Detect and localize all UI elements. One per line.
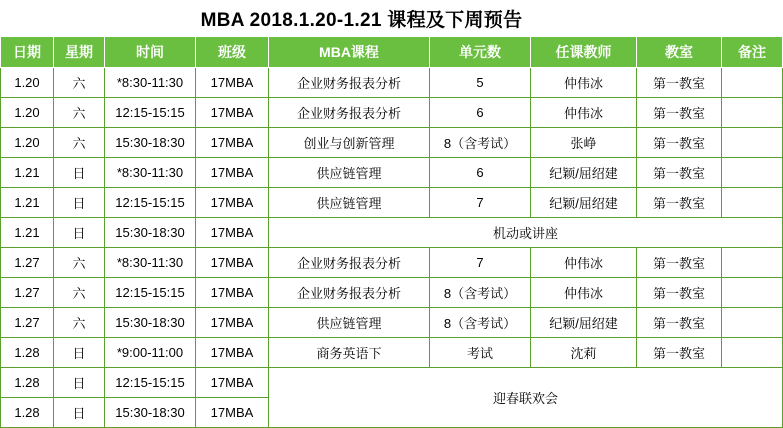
cell-week: 六 — [54, 98, 105, 128]
cell-time: 12:15-15:15 — [105, 368, 196, 398]
cell-note — [722, 338, 783, 368]
cell-room: 第一教室 — [637, 308, 722, 338]
cell-course: 供应链管理 — [269, 308, 430, 338]
cell-class: 17MBA — [196, 278, 269, 308]
cell-course: 企业财务报表分析 — [269, 278, 430, 308]
cell-time: *8:30-11:30 — [105, 68, 196, 98]
cell-units: 7 — [430, 188, 531, 218]
cell-teacher: 仲伟冰 — [531, 278, 637, 308]
column-header-course: MBA课程 — [269, 37, 430, 68]
table-row — [1, 218, 783, 248]
cell-course: 供应链管理 — [269, 188, 430, 218]
column-header-class: 班级 — [196, 37, 269, 68]
cell-units: 8（含考试） — [430, 308, 531, 338]
cell-teacher: 张峥 — [531, 128, 637, 158]
cell-class: 17MBA — [196, 128, 269, 158]
table-row — [1, 68, 783, 98]
cell-note — [722, 188, 783, 218]
cell-units: 考试 — [430, 338, 531, 368]
cell-class: 17MBA — [196, 338, 269, 368]
cell-date: 1.21 — [1, 218, 54, 248]
cell-time: 15:30-18:30 — [105, 308, 196, 338]
cell-week: 日 — [54, 188, 105, 218]
cell-class: 17MBA — [196, 188, 269, 218]
cell-week: 六 — [54, 68, 105, 98]
table-row — [1, 368, 783, 398]
cell-week: 六 — [54, 278, 105, 308]
cell-class: 17MBA — [196, 308, 269, 338]
cell-course: 创业与创新管理 — [269, 128, 430, 158]
cell-teacher: 纪颖/屈绍建 — [531, 158, 637, 188]
cell-room: 第一教室 — [637, 158, 722, 188]
cell-time: 15:30-18:30 — [105, 218, 196, 248]
cell-week: 六 — [54, 128, 105, 158]
table-row — [1, 98, 783, 128]
column-header-time: 时间 — [105, 37, 196, 68]
cell-course: 商务英语下 — [269, 338, 430, 368]
cell-time: 12:15-15:15 — [105, 188, 196, 218]
cell-course-merged: 迎春联欢会 — [269, 368, 783, 428]
table-row — [1, 278, 783, 308]
cell-week: 日 — [54, 338, 105, 368]
cell-time: 15:30-18:30 — [105, 128, 196, 158]
cell-room: 第一教室 — [637, 338, 722, 368]
cell-date: 1.20 — [1, 98, 54, 128]
cell-note — [722, 248, 783, 278]
cell-teacher: 仲伟冰 — [531, 68, 637, 98]
cell-class: 17MBA — [196, 68, 269, 98]
cell-time: *8:30-11:30 — [105, 158, 196, 188]
table-row — [1, 188, 783, 218]
page-title: MBA 2018.1.20-1.21 课程及下周预告 — [200, 9, 523, 31]
cell-course: 企业财务报表分析 — [269, 68, 430, 98]
cell-time: *9:00-11:00 — [105, 338, 196, 368]
table-row — [1, 308, 783, 338]
cell-room: 第一教室 — [637, 188, 722, 218]
cell-note — [722, 98, 783, 128]
cell-time: 12:15-15:15 — [105, 278, 196, 308]
cell-week: 六 — [54, 248, 105, 278]
cell-note — [722, 158, 783, 188]
cell-units: 8（含考试） — [430, 278, 531, 308]
cell-units: 6 — [430, 158, 531, 188]
table-row — [1, 158, 783, 188]
table-body — [1, 68, 783, 428]
cell-date: 1.21 — [1, 158, 54, 188]
column-header-date: 日期 — [1, 37, 54, 68]
column-header-note: 备注 — [722, 37, 783, 68]
column-header-room: 教室 — [637, 37, 722, 68]
cell-time: *8:30-11:30 — [105, 248, 196, 278]
cell-room: 第一教室 — [637, 68, 722, 98]
cell-note — [722, 278, 783, 308]
cell-units: 5 — [430, 68, 531, 98]
cell-class: 17MBA — [196, 248, 269, 278]
cell-room: 第一教室 — [637, 98, 722, 128]
cell-course-merged: 机动或讲座 — [269, 218, 783, 248]
cell-units: 7 — [430, 248, 531, 278]
table-row — [1, 128, 783, 158]
cell-time: 15:30-18:30 — [105, 398, 196, 428]
cell-week: 日 — [54, 218, 105, 248]
cell-date: 1.20 — [1, 128, 54, 158]
cell-room: 第一教室 — [637, 248, 722, 278]
cell-room: 第一教室 — [637, 278, 722, 308]
schedule-table — [0, 36, 783, 428]
cell-teacher: 纪颖/屈绍建 — [531, 308, 637, 338]
cell-note — [722, 68, 783, 98]
cell-teacher: 纪颖/屈绍建 — [531, 188, 637, 218]
cell-week: 日 — [54, 158, 105, 188]
cell-class: 17MBA — [196, 218, 269, 248]
cell-course: 企业财务报表分析 — [269, 98, 430, 128]
cell-class: 17MBA — [196, 398, 269, 428]
cell-class: 17MBA — [196, 158, 269, 188]
cell-date: 1.28 — [1, 338, 54, 368]
table-row — [1, 338, 783, 368]
cell-date: 1.27 — [1, 308, 54, 338]
cell-units: 8（含考试） — [430, 128, 531, 158]
cell-date: 1.20 — [1, 68, 54, 98]
table-row — [1, 248, 783, 278]
cell-date: 1.27 — [1, 248, 54, 278]
cell-week: 日 — [54, 368, 105, 398]
header-row — [1, 37, 783, 68]
table-header — [1, 37, 783, 68]
cell-note — [722, 308, 783, 338]
column-header-week: 星期 — [54, 37, 105, 68]
cell-class: 17MBA — [196, 368, 269, 398]
cell-class: 17MBA — [196, 98, 269, 128]
cell-date: 1.28 — [1, 398, 54, 428]
cell-week: 六 — [54, 308, 105, 338]
cell-date: 1.28 — [1, 368, 54, 398]
cell-units: 6 — [430, 98, 531, 128]
cell-date: 1.27 — [1, 278, 54, 308]
cell-time: 12:15-15:15 — [105, 98, 196, 128]
column-header-teacher: 任课教师 — [531, 37, 637, 68]
cell-teacher: 仲伟冰 — [531, 248, 637, 278]
cell-date: 1.21 — [1, 188, 54, 218]
cell-note — [722, 128, 783, 158]
cell-week: 日 — [54, 398, 105, 428]
cell-room: 第一教室 — [637, 128, 722, 158]
cell-teacher: 沈莉 — [531, 338, 637, 368]
cell-teacher: 仲伟冰 — [531, 98, 637, 128]
cell-course: 企业财务报表分析 — [269, 248, 430, 278]
cell-course: 供应链管理 — [269, 158, 430, 188]
column-header-units: 单元数 — [430, 37, 531, 68]
